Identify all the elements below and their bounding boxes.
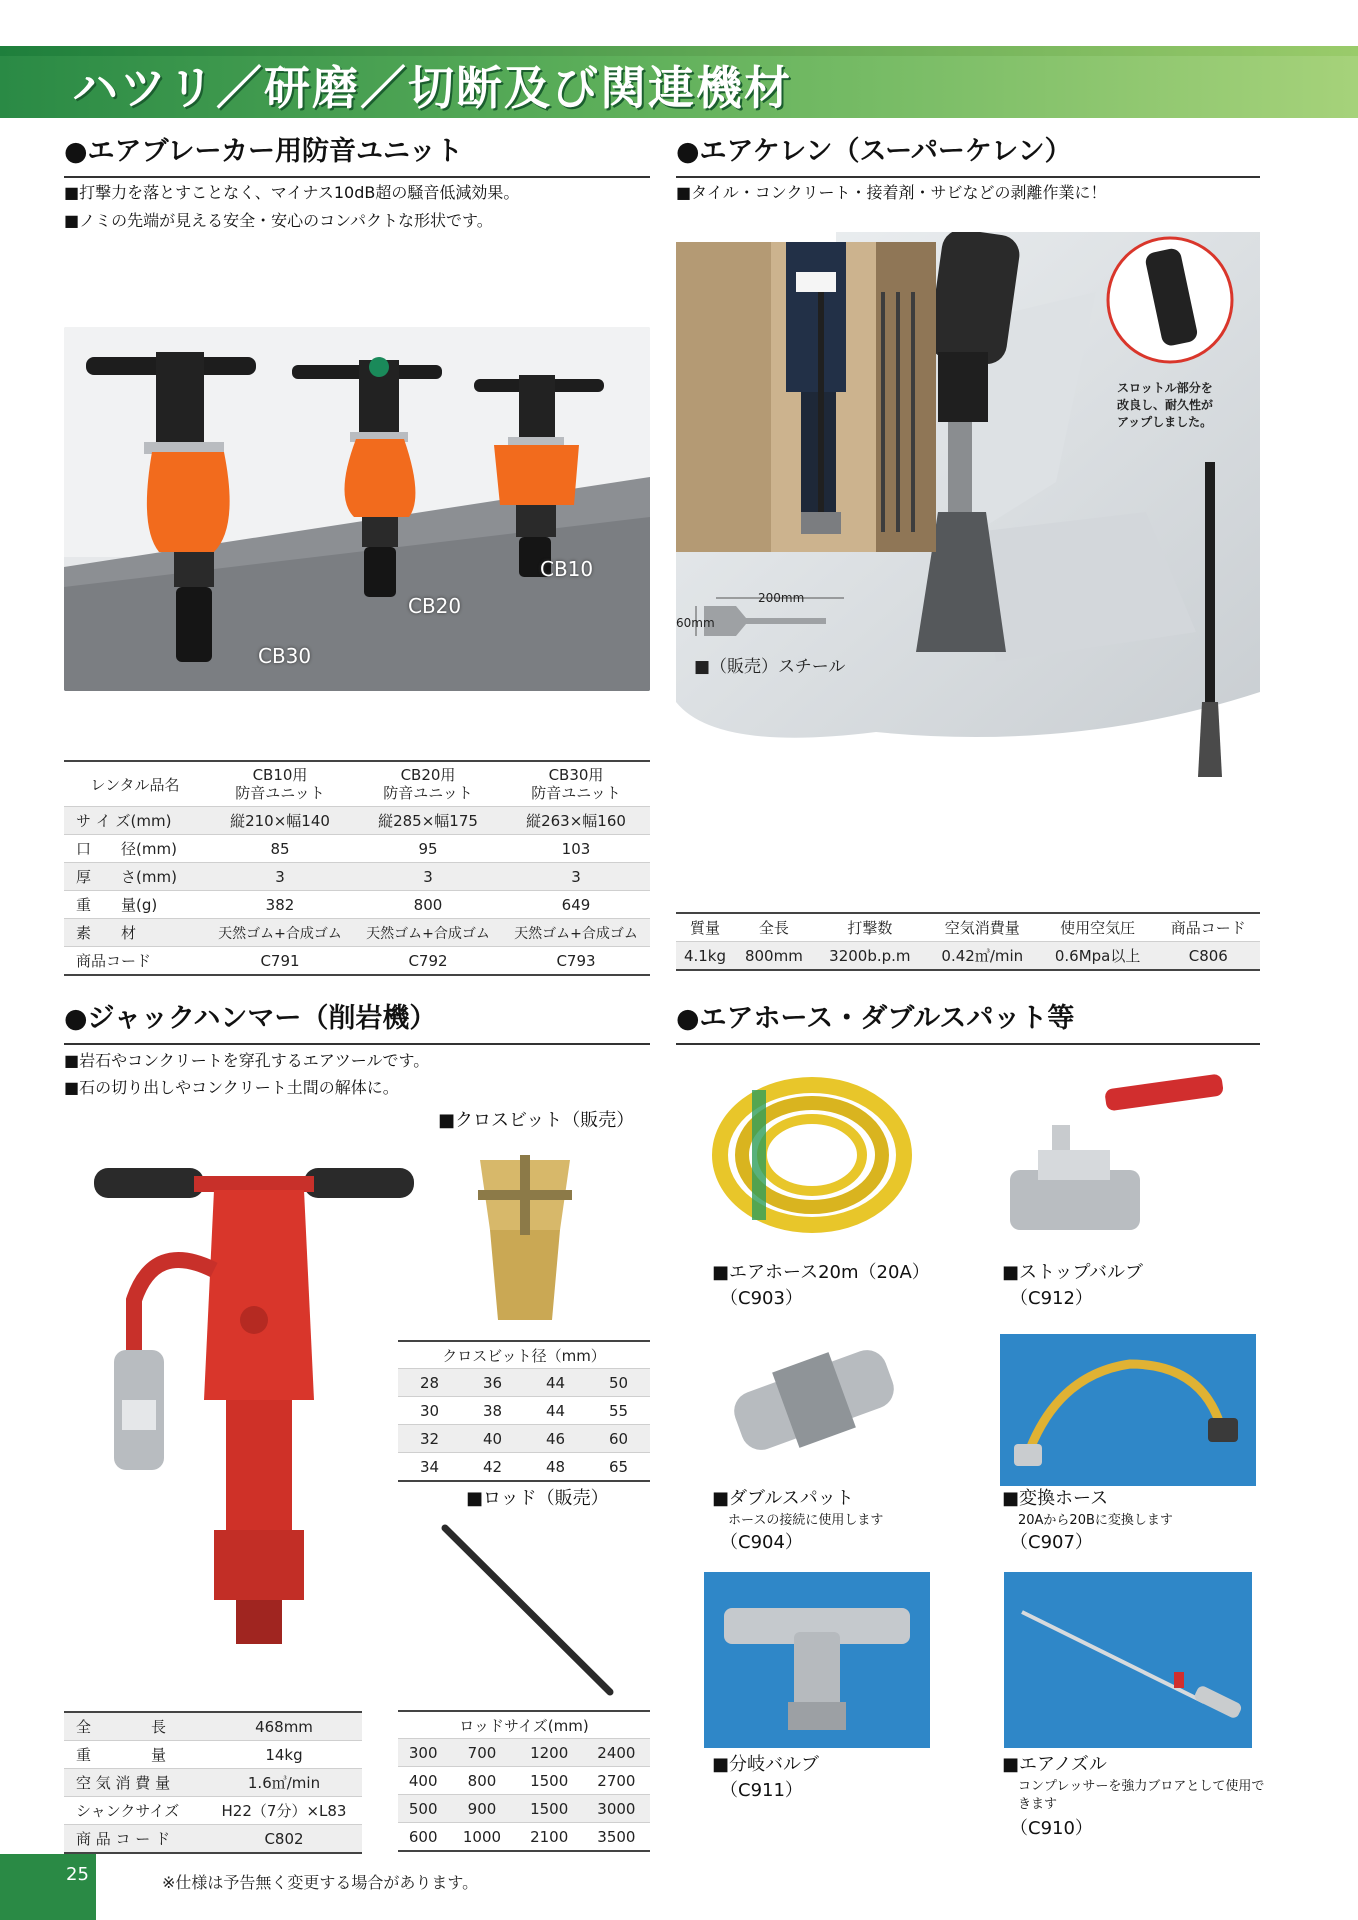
table-row — [64, 1712, 362, 1741]
table-cell: 天然ゴム+合成ゴム — [502, 919, 650, 947]
table-cell: 縦210×幅140 — [206, 807, 354, 835]
hose-item-note: コンプレッサーを強力ブロアとして使用できます — [1018, 1779, 1265, 1812]
jackhammer-section-title: ●ジャックハンマー（削岩機） — [64, 1003, 437, 1034]
table-cell: 2700 — [583, 1767, 650, 1795]
table-cell: C793 — [502, 947, 650, 976]
keren-spec-table — [676, 912, 1260, 971]
rod-label: ■ロッド（販売） — [466, 1488, 609, 1509]
section-divider — [64, 176, 650, 178]
table-cell: 32 — [398, 1425, 461, 1453]
callout-line: スロットル部分を — [1117, 381, 1213, 395]
hose-item-note: 20Aから20Bに変換します — [1018, 1513, 1173, 1528]
photo-label-cb20: CB20 — [408, 594, 462, 618]
table-header-row — [398, 1711, 650, 1739]
table-cell: 34 — [398, 1453, 461, 1482]
table-cell: 縦285×幅175 — [354, 807, 502, 835]
table-cell: 600 — [398, 1823, 448, 1852]
section-divider — [64, 1043, 650, 1045]
table-header: 使用空気圧 — [1039, 913, 1157, 942]
table-header: 質量 — [676, 913, 734, 942]
hose-item-code: （C912） — [1010, 1288, 1093, 1309]
table-row — [398, 1397, 650, 1425]
crossbit-table-title: クロスビット径（mm） — [398, 1341, 650, 1369]
table-header: 全長 — [734, 913, 814, 942]
row-label: 重 量(g) — [64, 891, 206, 919]
table-cell: H22（7分）×L83 — [206, 1797, 362, 1825]
table-row — [64, 947, 650, 976]
table-cell: 400 — [398, 1767, 448, 1795]
table-cell: 468mm — [206, 1712, 362, 1741]
table-cell: 2100 — [516, 1823, 583, 1852]
table-cell: 縦263×幅160 — [502, 807, 650, 835]
table-cell: 65 — [587, 1453, 650, 1482]
table-cell: 0.6Mpa以上 — [1039, 942, 1157, 971]
row-label: 全 長 — [64, 1712, 206, 1741]
section-divider — [676, 176, 1260, 178]
table-cell: 44 — [524, 1397, 587, 1425]
table-cell: C802 — [206, 1825, 362, 1854]
branch-valve-photo — [704, 1572, 930, 1748]
hose-item-code: （C910） — [1010, 1818, 1093, 1839]
row-label: 空 気 消 費 量 — [64, 1769, 206, 1797]
keren-callout — [1117, 380, 1213, 431]
table-row — [676, 942, 1260, 971]
hose-item-name: ■ストップバルブ — [1002, 1262, 1144, 1283]
table-cell: 0.42㎥/min — [926, 942, 1039, 971]
dim-width-label: 200mm — [758, 591, 805, 605]
row-label: 素 材 — [64, 919, 206, 947]
keren-desc: ■タイル・コンクリート・接着剤・サビなどの剥離作業に！ — [676, 183, 1107, 202]
table-cell: 3 — [502, 863, 650, 891]
table-cell: 60 — [587, 1425, 650, 1453]
header-line: 防音ユニット — [531, 784, 621, 802]
table-cell: 30 — [398, 1397, 461, 1425]
breaker-section-title: ●エアブレーカー用防音ユニット — [64, 136, 463, 167]
rod-photo — [440, 1520, 620, 1700]
table-cell: 天然ゴム+合成ゴム — [206, 919, 354, 947]
hose-item-name: ■変換ホース — [1002, 1488, 1109, 1509]
row-label: 厚 さ(mm) — [64, 863, 206, 891]
table-row — [398, 1453, 650, 1482]
air-hose-photo — [712, 1070, 912, 1240]
table-row — [64, 1797, 362, 1825]
photo-label-cb30: CB30 — [258, 644, 312, 668]
table-row — [398, 1823, 650, 1852]
page-number-tab — [0, 1854, 96, 1920]
table-cell: 46 — [524, 1425, 587, 1453]
table-row — [398, 1425, 650, 1453]
hose-section-title: ●エアホース・ダブルスパット等 — [676, 1003, 1075, 1034]
crossbit-label: ■クロスビット（販売） — [438, 1110, 635, 1131]
table-cell: 1.6㎥/min — [206, 1769, 362, 1797]
table-row — [64, 1741, 362, 1769]
table-cell: C792 — [354, 947, 502, 976]
breaker-spec-table — [64, 760, 650, 976]
row-label: サ イ ズ(mm) — [64, 807, 206, 835]
callout-line: アップしました。 — [1117, 415, 1213, 429]
table-cell: 3 — [206, 863, 354, 891]
table-cell: 700 — [448, 1739, 515, 1767]
table-cell: 1500 — [516, 1795, 583, 1823]
table-cell: 48 — [524, 1453, 587, 1482]
header-line: 防音ユニット — [235, 784, 325, 802]
footnote: ※仕様は予告無く変更する場合があります。 — [162, 1873, 479, 1892]
table-cell: 95 — [354, 835, 502, 863]
rod-table — [398, 1710, 650, 1852]
table-cell: C806 — [1157, 942, 1260, 971]
header-line: 防音ユニット — [383, 784, 473, 802]
table-cell: 天然ゴム+合成ゴム — [354, 919, 502, 947]
table-cell: 28 — [398, 1369, 461, 1397]
table-cell: 3 — [354, 863, 502, 891]
table-cell: 55 — [587, 1397, 650, 1425]
table-cell: 42 — [461, 1453, 524, 1482]
table-cell: 800 — [448, 1767, 515, 1795]
table-cell: 382 — [206, 891, 354, 919]
table-cell: 3200b.p.m — [814, 942, 926, 971]
table-cell: 36 — [461, 1369, 524, 1397]
table-cell: 800mm — [734, 942, 814, 971]
header-line: CB10用 — [252, 766, 308, 784]
table-cell: 2400 — [583, 1739, 650, 1767]
table-cell: 300 — [398, 1739, 448, 1767]
row-label: シャンクサイズ — [64, 1797, 206, 1825]
table-cell: 1000 — [448, 1823, 515, 1852]
jackhammer-desc-2: ■石の切り出しやコンクリート土間の解体に。 — [64, 1078, 399, 1097]
page-number: 25 — [66, 1864, 89, 1885]
steel-label: ■（販売）スチール — [694, 657, 846, 677]
table-header-cb10 — [206, 761, 354, 807]
breaker-desc-1: ■打撃力を落とすことなく、マイナス10dB超の騒音低減効果。 — [64, 183, 520, 202]
table-cell: 38 — [461, 1397, 524, 1425]
crossbit-table — [398, 1340, 650, 1482]
keren-photo-composite — [676, 232, 1260, 792]
table-cell: 900 — [448, 1795, 515, 1823]
table-cell: 103 — [502, 835, 650, 863]
dim-height-label: 60mm — [676, 616, 715, 630]
jackhammer-desc-1: ■岩石やコンクリートを穿孔するエアツールです。 — [64, 1051, 430, 1070]
air-nozzle-photo — [1004, 1572, 1252, 1748]
conversion-hose-photo — [1000, 1334, 1256, 1486]
table-header-cb20 — [354, 761, 502, 807]
table-cell: 1500 — [516, 1767, 583, 1795]
table-row — [64, 807, 650, 835]
hose-item-code: （C907） — [1010, 1532, 1093, 1553]
hose-item-name: ■エアホース20m（20A） — [712, 1262, 930, 1283]
table-cell: 14kg — [206, 1741, 362, 1769]
keren-section-title: ●エアケレン（スーパーケレン） — [676, 136, 1072, 167]
double-spat-photo — [724, 1330, 904, 1470]
table-header-row — [676, 913, 1260, 942]
table-row — [398, 1795, 650, 1823]
table-header-row — [398, 1341, 650, 1369]
table-row — [398, 1369, 650, 1397]
table-cell: 40 — [461, 1425, 524, 1453]
callout-line: 改良し、耐久性が — [1117, 398, 1214, 412]
hose-item-code: （C903） — [720, 1288, 803, 1309]
table-cell: 1200 — [516, 1739, 583, 1767]
photo-label-cb10: CB10 — [540, 557, 594, 581]
row-label: 商品コード — [64, 947, 206, 976]
hose-item-code: （C911） — [720, 1780, 803, 1801]
table-header-label: レンタル品名 — [64, 761, 206, 807]
header-line: CB20用 — [400, 766, 456, 784]
table-cell: 44 — [524, 1369, 587, 1397]
rod-table-title: ロッドサイズ(mm) — [398, 1711, 650, 1739]
row-label: 商 品 コ ー ド — [64, 1825, 206, 1854]
table-header: 空気消費量 — [926, 913, 1039, 942]
table-header: 商品コード — [1157, 913, 1260, 942]
stop-valve-photo — [1000, 1070, 1230, 1240]
jackhammer-photo — [64, 1150, 424, 1650]
banner-accent-bar — [0, 46, 1358, 56]
breaker-desc-2: ■ノミの先端が見える安全・安心のコンパクトな形状です。 — [64, 211, 493, 230]
table-header: 打撃数 — [814, 913, 926, 942]
table-header-cb30 — [502, 761, 650, 807]
row-label: 口 径(mm) — [64, 835, 206, 863]
row-label: 重 量 — [64, 1741, 206, 1769]
table-cell: C791 — [206, 947, 354, 976]
breaker-units-photo — [64, 327, 650, 691]
table-row — [64, 1769, 362, 1797]
hose-item-name: ■エアノズル — [1002, 1754, 1107, 1775]
hose-item-name: ■分岐バルブ — [712, 1754, 820, 1775]
table-row — [64, 863, 650, 891]
crossbit-photo — [440, 1140, 610, 1330]
table-header-row — [64, 761, 650, 807]
table-cell: 3500 — [583, 1823, 650, 1852]
table-cell: 50 — [587, 1369, 650, 1397]
jackhammer-spec-table — [64, 1711, 362, 1854]
table-row — [64, 891, 650, 919]
hose-item-name: ■ダブルスパット — [712, 1488, 854, 1509]
table-cell: 4.1kg — [676, 942, 734, 971]
table-cell: 500 — [398, 1795, 448, 1823]
hose-item-note: ホースの接続に使用します — [728, 1513, 884, 1528]
table-row — [64, 1825, 362, 1854]
table-row — [398, 1739, 650, 1767]
table-row — [64, 835, 650, 863]
hose-item-code: （C904） — [720, 1532, 803, 1553]
table-cell: 800 — [354, 891, 502, 919]
table-cell: 85 — [206, 835, 354, 863]
table-cell: 649 — [502, 891, 650, 919]
table-row — [64, 919, 650, 947]
page-title: ハツリ／研磨／切断及び関連機材 — [72, 61, 792, 115]
header-line: CB30用 — [548, 766, 604, 784]
section-divider — [676, 1043, 1260, 1045]
table-row — [398, 1767, 650, 1795]
table-cell: 3000 — [583, 1795, 650, 1823]
